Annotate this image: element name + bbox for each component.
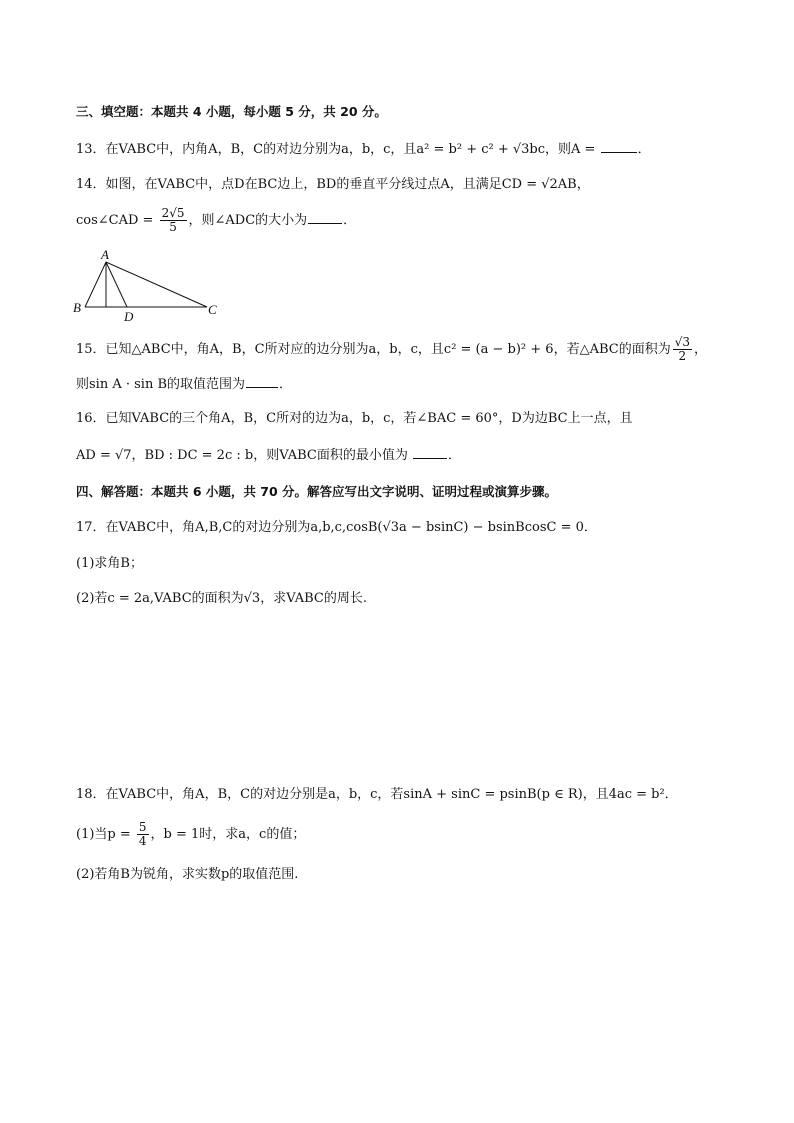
section-3-header: 三、填空题：本题共 4 小题，每小题 5 分，共 20 分。	[76, 104, 387, 119]
label-c: C	[208, 302, 217, 317]
question-14-suffix: ，则∠ADC的大小为	[188, 213, 308, 228]
section-4-header: 四、解答题：本题共 6 小题，共 70 分。解答应写出文字说明、证明过程或演算步骤。	[76, 484, 558, 499]
fraction-denominator: 4	[138, 834, 147, 848]
question-15-suffix: ，	[693, 342, 707, 357]
question-14-prefix: cos∠CAD =	[76, 213, 158, 228]
fraction	[673, 336, 692, 363]
label-d: D	[124, 309, 134, 324]
fraction-denominator: 5	[169, 220, 177, 234]
fraction-numerator: √3	[674, 335, 690, 349]
question-18-part-1-suffix: ，b = 1时，求a，c的值；	[150, 827, 306, 842]
question-16-end: ．	[447, 448, 461, 463]
question-16-line-1: 16．已知VABC的三个角A，B，C所对的边为a，b，c，若∠BAC = 60°，D为边BC上一点，且	[76, 411, 633, 426]
label-b: B	[73, 300, 81, 315]
triangle-outline	[85, 262, 207, 307]
question-18-part-1	[76, 818, 305, 852]
triangle-figure	[66, 246, 226, 326]
answer-blank	[246, 375, 278, 388]
answer-blank	[308, 211, 342, 224]
question-16-line-2	[76, 446, 461, 465]
question-15-prefix: 15．已知△ABC中，角A，B，C所对应的边分别为a，b，c，且c² = (a − b)² + 6，若△ABC的面积为	[76, 342, 671, 357]
segment-ad	[106, 262, 127, 307]
question-15-text: 则sin A · sin B的取值范围为	[76, 377, 246, 392]
question-14-line-1: 14．如图，在VABC中，点D在BC边上，BD的垂直平分线过点A，且满足CD = √2AB，	[76, 177, 590, 192]
label-a: A	[101, 247, 109, 262]
question-17-stem: 17．在VABC中，角A,B,C的对边分别为a,b,c,cosB(√3a − bsinC) − bsinBcosC = 0．	[76, 520, 597, 535]
question-13-text: 13．在VABC中，内角A，B，C的对边分别为a，b，c，且a² = b² + c² + √3bc，则A =	[76, 142, 600, 157]
question-15-end: ．	[279, 377, 293, 392]
question-15-line-1	[76, 333, 707, 367]
question-17-part-2: (2)若c = 2a,VABC的面积为√3，求VABC的周长.	[76, 591, 367, 606]
question-13	[76, 140, 651, 159]
question-18-part-1-prefix: (1)当p =	[76, 827, 135, 842]
question-14-line-2	[76, 206, 356, 236]
answer-blank	[601, 140, 637, 153]
question-13-end: ．	[637, 142, 651, 157]
fraction-numerator: 5	[138, 820, 147, 834]
question-18-part-2: (2)若角B为锐角，求实数p的取值范围.	[76, 867, 299, 882]
fraction	[160, 207, 187, 234]
fraction	[137, 821, 149, 848]
answer-blank	[413, 446, 447, 459]
question-17-part-1: (1)求角B；	[76, 556, 143, 571]
question-14-end: ．	[343, 213, 357, 228]
fraction-denominator: 2	[678, 349, 687, 363]
question-16-text: AD = √7，BD : DC = 2c : b，则VABC面积的最小值为	[76, 448, 412, 463]
question-15-line-2	[76, 375, 292, 394]
question-18-stem: 18．在VABC中，角A，B，C的对边分别是a，b，c，若sinA + sinC = psinB(p ∈ R)，且4ac = b²．	[76, 787, 678, 802]
fraction-numerator: 2√5	[161, 206, 185, 220]
